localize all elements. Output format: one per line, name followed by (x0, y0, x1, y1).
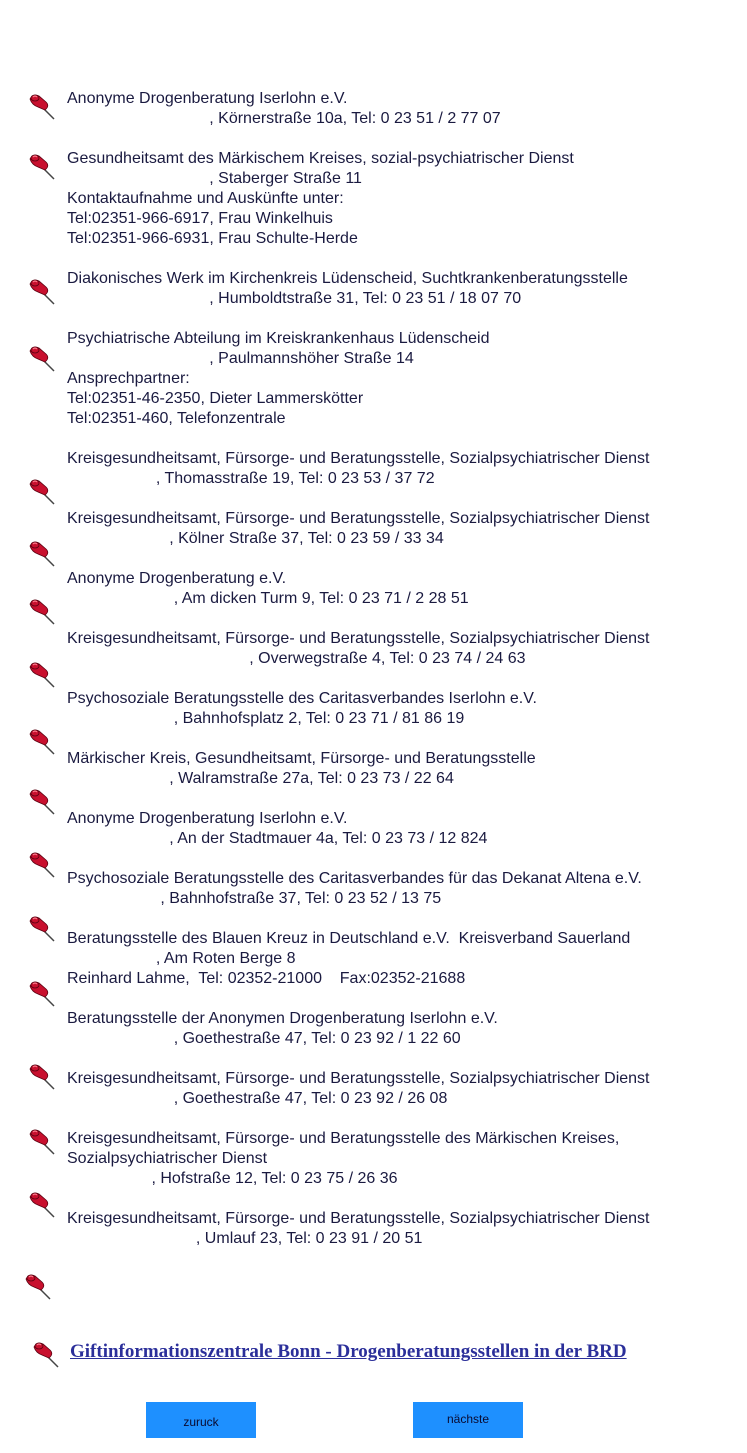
pushpin-icon (26, 785, 56, 815)
pushpin-icon (26, 1060, 56, 1090)
entry-title: Beratungsstelle des Blauen Kreuz in Deutschland e.V. Kreisverband Sauerland (67, 930, 631, 947)
entry-detail: , Umlauf 23, Tel: 0 23 91 / 20 51 (67, 1230, 423, 1247)
entry-detail: , Walramstraße 27a, Tel: 0 23 73 / 22 64 (67, 770, 454, 787)
entry-title: Beratungsstelle der Anonymen Drogenberatung Iserlohn e.V. (67, 1010, 498, 1027)
pushpin-icon (26, 342, 56, 372)
entry-title: Anonyme Drogenberatung e.V. (67, 570, 287, 587)
pushpin-icon (26, 90, 56, 120)
entry-title: Diakonisches Werk im Kirchenkreis Lüdenscheid, Suchtkrankenberatungsstelle (67, 270, 628, 287)
entry-title: Kreisgesundheitsamt, Fürsorge- und Beratungsstelle, Sozialpsychiatrischer Dienst (67, 630, 650, 647)
pushpin-icon (26, 912, 56, 942)
entry-detail: Tel:02351-966-6917, Frau Winkelhuis (67, 210, 333, 227)
entry-detail: Tel:02351-46-2350, Dieter Lammerskötter (67, 390, 364, 407)
pushpin-icon (30, 1338, 60, 1368)
entry-detail: Ansprechpartner: (67, 370, 190, 387)
entry-title: Psychosoziale Beratungsstelle des Caritasverbandes für das Dekanat Altena e.V. (67, 870, 642, 887)
pushpin-icon (26, 275, 56, 305)
entry-title: Psychosoziale Beratungsstelle des Caritasverbandes Iserlohn e.V. (67, 690, 537, 707)
pushpin-icon (26, 658, 56, 688)
entry-detail: , Goethestraße 47, Tel: 0 23 92 / 1 22 60 (67, 1030, 461, 1047)
entry-detail: , Goethestraße 47, Tel: 0 23 92 / 26 08 (67, 1090, 448, 1107)
pushpin-icon (26, 595, 56, 625)
entry-detail: Kontaktaufnahme und Auskünfte unter: (67, 190, 344, 207)
pushpin-icon (26, 150, 56, 180)
entry-detail: , Kölner Straße 37, Tel: 0 23 59 / 33 34 (67, 530, 444, 547)
entry-title: Kreisgesundheitsamt, Fürsorge- und Beratungsstelle, Sozialpsychiatrischer Dienst (67, 450, 650, 467)
entry-detail: , Bahnhofstraße 37, Tel: 0 23 52 / 13 75 (67, 890, 442, 907)
pushpin-icon (26, 1188, 56, 1218)
entry-title: Kreisgesundheitsamt, Fürsorge- und Beratungsstelle des Märkischen Kreises, (67, 1130, 620, 1147)
entry-detail: , Hofstraße 12, Tel: 0 23 75 / 26 36 (67, 1170, 398, 1187)
entry-detail: , Am dicken Turm 9, Tel: 0 23 71 / 2 28 51 (67, 590, 469, 607)
entry-detail: , An der Stadtmauer 4a, Tel: 0 23 73 / 12 824 (67, 830, 488, 847)
entry-detail: , Humboldtstraße 31, Tel: 0 23 51 / 18 07 70 (67, 290, 522, 307)
entry-title: Märkischer Kreis, Gesundheitsamt, Fürsorge- und Beratungsstelle (67, 750, 536, 767)
entry-detail: , Paulmannshöher Straße 14 (67, 350, 414, 367)
entry-title: Anonyme Drogenberatung Iserlohn e.V. (67, 810, 348, 827)
entry-detail: , Thomasstraße 19, Tel: 0 23 53 / 37 72 (67, 470, 435, 487)
entry-detail: Tel:02351-966-6931, Frau Schulte-Herde (67, 230, 358, 247)
entry-title: Gesundheitsamt des Märkischem Kreises, sozial-psychiatrischer Dienst (67, 150, 574, 167)
entry-detail: , Körnerstraße 10a, Tel: 0 23 51 / 2 77 07 (67, 110, 501, 127)
pushpin-icon (26, 537, 56, 567)
back-button[interactable]: zuruck (146, 1402, 256, 1438)
giftinformationszentrale-link[interactable]: Giftinformationszentrale Bonn - Drogenberatungsstellen in der BRD (70, 1341, 627, 1362)
entry-detail: Sozialpsychiatrischer Dienst (67, 1150, 268, 1167)
pushpin-icon (26, 848, 56, 878)
entry-title: Kreisgesundheitsamt, Fürsorge- und Beratungsstelle, Sozialpsychiatrischer Dienst (67, 1210, 650, 1227)
entry-detail: , Overwegstraße 4, Tel: 0 23 74 / 24 63 (67, 650, 526, 667)
entry-detail: , Am Roten Berge 8 (67, 950, 296, 967)
entry-detail: , Bahnhofsplatz 2, Tel: 0 23 71 / 81 86 19 (67, 710, 465, 727)
entry-detail: , Staberger Straße 11 (67, 170, 362, 187)
pushpin-icon (22, 1270, 52, 1300)
pushpin-icon (26, 1125, 56, 1155)
entry-title: Psychiatrische Abteilung im Kreiskrankenhaus Lüdenscheid (67, 330, 490, 347)
entry-detail: Reinhard Lahme, Tel: 02352-21000 Fax:02352-21688 (67, 970, 466, 987)
entry-title: Kreisgesundheitsamt, Fürsorge- und Beratungsstelle, Sozialpsychiatrischer Dienst (67, 1070, 650, 1087)
next-button[interactable]: nächste (413, 1402, 523, 1438)
entry-detail: Tel:02351-460, Telefonzentrale (67, 410, 286, 427)
pushpin-icon (26, 475, 56, 505)
pushpin-icon (26, 977, 56, 1007)
pushpin-icon (26, 725, 56, 755)
entry-title: Anonyme Drogenberatung Iserlohn e.V. (67, 90, 348, 107)
entry-title: Kreisgesundheitsamt, Fürsorge- und Beratungsstelle, Sozialpsychiatrischer Dienst (67, 510, 650, 527)
